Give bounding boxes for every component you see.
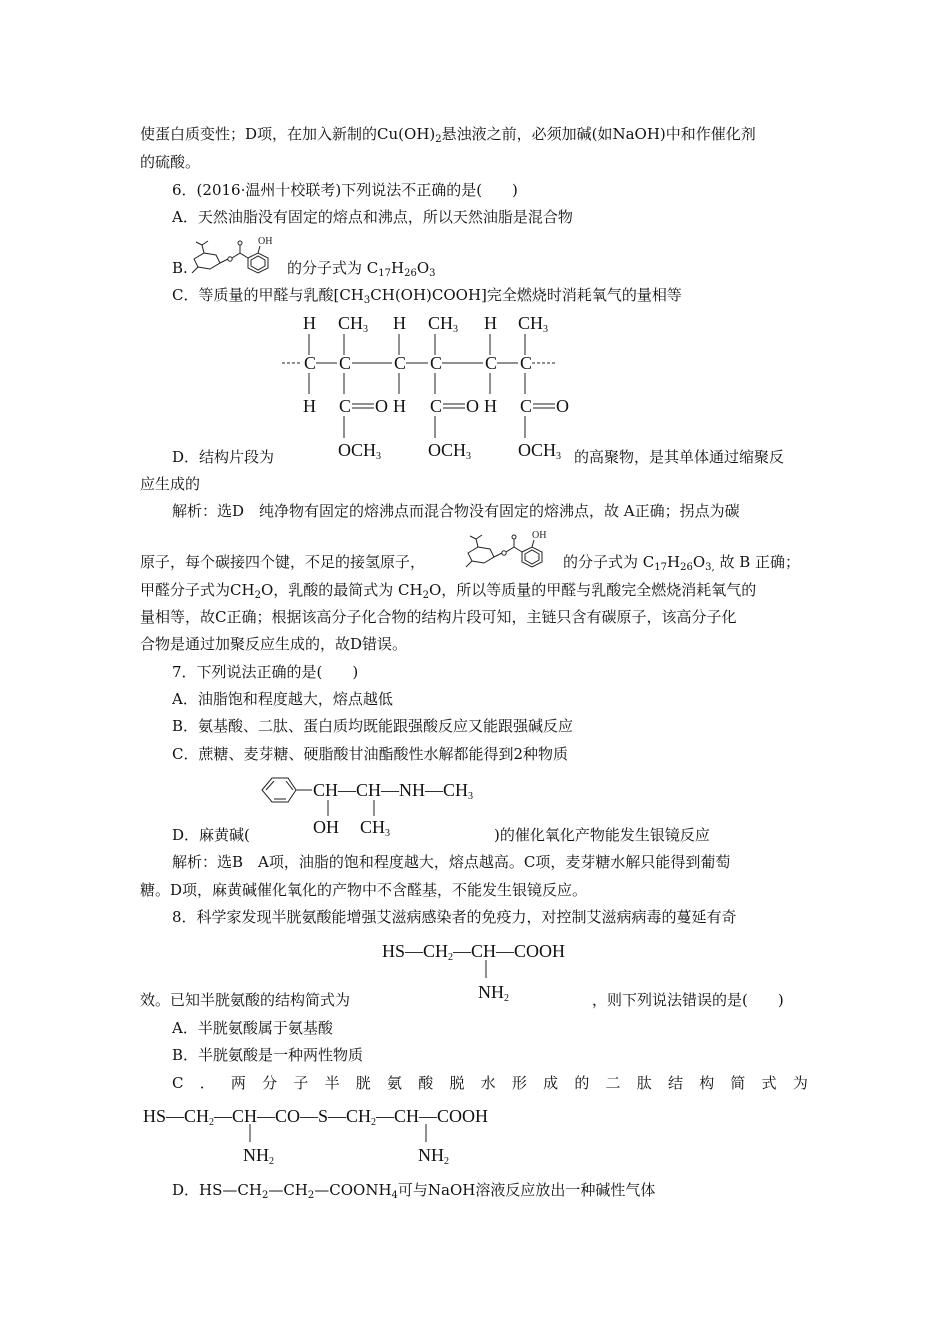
spaced-char: 成	[543, 1074, 559, 1092]
question-7: 7．下列说法正确的是( )	[172, 663, 359, 681]
spaced-char: C	[172, 1074, 184, 1092]
answer-6: 解析：选D 纯净物有固定的熔沸点而混合物没有固定的熔沸点，故 A正确；拐点为碳	[172, 502, 740, 520]
spaced-char: ．	[199, 1074, 215, 1092]
answer-7: 解析：选B A项，油脂的饱和程度越大，熔点越高。C项，麦芽糖水解只能得到葡萄	[172, 853, 731, 871]
spaced-char: 脱	[449, 1074, 465, 1092]
q7-option-d: D．麻黄碱(	[172, 826, 250, 844]
q7-option-d-text: )的催化氧化产物能发生银镜反应	[494, 826, 710, 844]
spaced-char: 肽	[636, 1074, 652, 1092]
spaced-char: 分	[262, 1074, 278, 1092]
text-line: ，则下列说法错误的是( )	[592, 991, 784, 1009]
ester-molecule-diagram	[188, 233, 288, 277]
text-line: 甲醛分子式为$CH_2O$，乳酸的最简式为 $CH_2O$，所以等质量的甲醛与乳酸完全燃烧消耗氧气的	[140, 581, 757, 601]
text-line: 使蛋白质变性；D项，在加入新制的$Cu(OH)_2$悬浊液之前，必须加碱(如NaOH)中和作催化剂	[140, 125, 756, 145]
q6-option-b: B.	[172, 259, 188, 277]
text-line: 应生成的	[140, 475, 201, 493]
oh-label: OH	[532, 530, 547, 541]
q8-option-a: A．半胱氨酸属于氨基酸	[172, 1019, 333, 1037]
spaced-char: 形	[511, 1074, 527, 1092]
spaced-char: 二	[605, 1074, 621, 1092]
question-8: 8．科学家发现半胱氨酸能增强艾滋病感染者的免疫力，对控制艾滋病病毒的蔓延有奇	[172, 908, 737, 926]
q6-option-d-text: 的高聚物，是其单体通过缩聚反	[574, 448, 785, 466]
text-line: 合物是通过加聚反应生成的，故D错误。	[140, 635, 408, 653]
spaced-char: 结	[667, 1074, 683, 1092]
spaced-char: 子	[293, 1074, 309, 1092]
q8-option-d: D．$HS—CH_2—CH_2—COONH_4$可与NaOH溶液反应放出一种碱性气体	[172, 1181, 656, 1201]
q6-option-d: D．结构片段为	[172, 448, 275, 466]
q7-option-b: B．氨基酸、二肽、蛋白质均既能跟强酸反应又能跟强碱反应	[172, 717, 574, 735]
oh-label: OH	[258, 236, 273, 247]
spaced-char: 的	[574, 1074, 590, 1092]
q7-option-c: C．蔗糖、麦芽糖、硬脂酸甘油酯酸性水解都能得到2种物质	[172, 745, 569, 763]
q6-option-b-formula: 的分子式为 $C_{17}H_{26}O_3$	[287, 259, 436, 279]
spaced-char: 两	[230, 1074, 246, 1092]
text-line: 量相等，故C正确；根据该高分子化合物的结构片段可知，主链只含有碳原子，该高分子化	[140, 608, 737, 626]
q7-option-a: A．油脂饱和程度越大，熔点越低	[172, 690, 393, 708]
q6-option-c: C．等质量的甲醛与乳酸$[CH_3CH(OH)COOH]$完全燃烧时消耗氧气的量相等	[172, 286, 682, 306]
text-line: 效。已知半胱氨酸的结构简式为	[140, 991, 351, 1009]
ester-molecule-diagram	[462, 527, 562, 571]
spaced-char: 氨	[387, 1074, 403, 1092]
text-line: 的硫酸。	[140, 153, 201, 171]
text-line: 原子，每个碳接四个键，不足的接氢原子，	[140, 553, 426, 571]
spaced-char: 半	[324, 1074, 340, 1092]
question-6: 6．(2016·温州十校联考)下列说法不正确的是( )	[172, 181, 518, 199]
q8-option-b: B．半胱氨酸是一种两性物质	[172, 1046, 364, 1064]
spaced-char: 构	[699, 1074, 715, 1092]
spaced-char: 式	[761, 1074, 777, 1092]
spaced-char: 胱	[355, 1074, 371, 1092]
text-line: 的分子式为 $C_{17}H_{26}O_{3,}$ 故 B 正确；	[563, 553, 800, 573]
spaced-char: 水	[480, 1074, 496, 1092]
spaced-char: 简	[730, 1074, 746, 1092]
spaced-char: 为	[792, 1074, 808, 1092]
text-line: 糖。D项，麻黄碱催化氧化的产物中不含醛基，不能发生银镜反应。	[140, 881, 588, 899]
q8-option-c	[172, 1073, 808, 1093]
spaced-char: 酸	[418, 1074, 434, 1092]
q6-option-a: A．天然油脂没有固定的熔点和沸点，所以天然油脂是混合物	[172, 208, 573, 226]
